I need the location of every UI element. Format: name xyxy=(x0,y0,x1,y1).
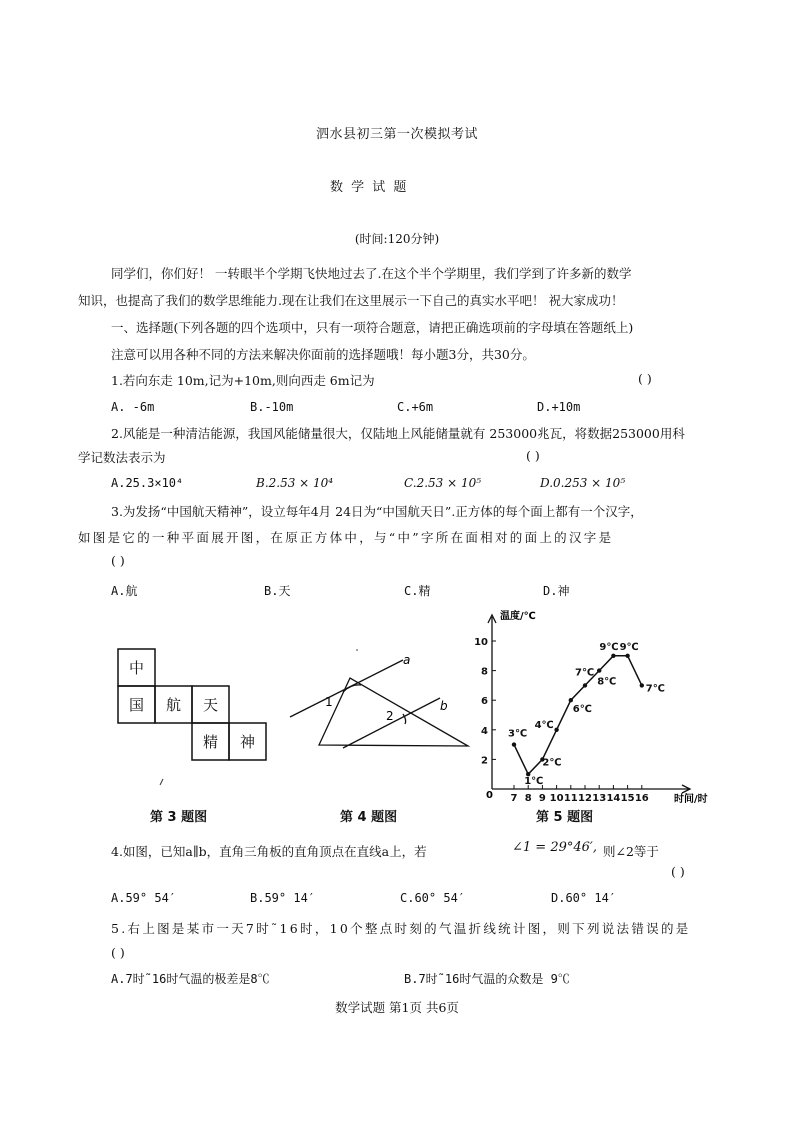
data-point xyxy=(625,654,629,658)
y-tick-label: 8 xyxy=(481,666,488,678)
q3-option-a: A.航 xyxy=(111,584,138,598)
x-tick-label: 9 xyxy=(538,793,546,804)
x-tick-label: 12 xyxy=(578,793,592,804)
q2-answer-paren: ( ) xyxy=(526,448,540,463)
data-label: 6℃ xyxy=(572,704,592,716)
data-point xyxy=(640,683,644,687)
q1-option-c: C.+6m xyxy=(397,400,434,414)
net-cell-guo: 国 xyxy=(128,696,145,714)
angle-1-label: 1 xyxy=(325,695,333,709)
y-axis-label: 温度/℃ xyxy=(500,611,536,622)
scan-dot xyxy=(356,649,358,651)
data-label: 7℃ xyxy=(575,667,595,679)
q3-line-1: 3.为发扬“中国航天精神”，设立每年4月 24日为“中国航天日”.正方体的每个面上都有一个汉字， xyxy=(111,504,643,519)
q5-option-a: A.7时˜16时气温的极差是8℃ xyxy=(111,972,270,986)
q4-option-a: A.59° 54′ xyxy=(111,891,177,905)
intro-line-2: 知识，也提高了我们的数学思维能力.现在让我们在这里展示一下自己的真实水平吧！ 祝大家成功！ xyxy=(78,293,624,308)
exam-time: (时间:120分钟) xyxy=(354,232,440,246)
label-a: a xyxy=(403,653,411,667)
q1-option-d: D.+10m xyxy=(537,400,581,414)
q1-stem: 1.若向东走 10m,记为+10m,则向西走 6m记为 xyxy=(111,373,375,388)
data-point xyxy=(512,742,516,746)
data-label: 8℃ xyxy=(597,676,617,688)
section-heading: 一、选择题(下列各题的四个选项中，只有一项符合题意，请把正确选项前的字母填在答题纸上) xyxy=(111,320,634,335)
temperature-line-chart xyxy=(474,605,710,805)
x-axis-label: 时间/时 xyxy=(674,794,708,805)
q4-option-d: D.60° 14′ xyxy=(551,891,617,905)
data-label: 1℃ xyxy=(524,776,544,788)
net-cell-zhong: 中 xyxy=(128,659,145,677)
exam-title: 泗水县初三第一次模拟考试 xyxy=(315,127,478,142)
data-point xyxy=(611,654,615,658)
x-tick-label: 15 xyxy=(620,793,635,804)
parallel-lines-figure xyxy=(285,640,475,760)
angle-2-label: 2 xyxy=(386,709,394,723)
label-b: b xyxy=(440,699,448,713)
fig5-caption: 第 5 题图 xyxy=(536,810,594,825)
data-label: 9℃ xyxy=(619,641,639,653)
q2-option-d: D.0.253 × 10⁵ xyxy=(540,476,626,490)
q4-stem: 4.如图，已知a∥b，直角三角板的直角顶点在直线a上，若 xyxy=(111,844,427,859)
x-tick-label: 8 xyxy=(524,793,532,804)
scan-mark xyxy=(160,779,163,785)
q4-stem-tail: 则∠2等于 xyxy=(603,844,659,859)
q3-option-c: C.精 xyxy=(404,584,431,598)
net-cell-shen: 神 xyxy=(239,733,256,751)
q4-option-c: C.60° 54′ xyxy=(400,891,466,905)
data-point xyxy=(583,683,587,687)
q3-answer-paren: ( ) xyxy=(111,553,125,568)
data-label: 7℃ xyxy=(645,683,665,695)
x-tick-label: 16 xyxy=(634,793,649,804)
q2-line-1: 2.风能是一种清洁能源，我国风能储量很大，仅陆地上风能储量就有 253000兆瓦，将数据253000用科 xyxy=(111,426,685,441)
data-point xyxy=(597,668,601,672)
data-label: 4℃ xyxy=(534,719,554,731)
q3-line-2: 如图是它的一种平面展开图，在原正方体中，与“中”字所在面相对的面上的汉字是 xyxy=(78,530,614,545)
intro-line-1: 同学们，你们好！ 一转眼半个学期飞快地过去了.在这个半个学期里，我们学到了许多新的数学 xyxy=(111,266,632,281)
exam-subject: 数 学 试 题 xyxy=(330,180,409,195)
q3-option-b: B.天 xyxy=(264,584,291,598)
y-tick-label: 2 xyxy=(481,755,488,767)
x-tick-label: 10 xyxy=(549,793,564,804)
x-tick-label: 11 xyxy=(563,793,578,804)
line-b xyxy=(343,698,440,748)
data-label: 2℃ xyxy=(542,757,562,769)
cube-net-figure xyxy=(110,645,270,795)
q5-answer-paren: ( ) xyxy=(111,945,125,960)
net-cell-hang: 航 xyxy=(165,696,182,714)
data-point xyxy=(554,728,558,732)
section-note: 注意可以用各种不同的方法来解决你面前的选择题哦！每小题3分，共30分。 xyxy=(111,347,535,362)
q2-option-c: C.2.53 × 10⁵ xyxy=(404,476,482,490)
q2-option-a: A.25.3×10⁴ xyxy=(111,476,184,490)
q2-line-2: 学记数法表示为 xyxy=(78,450,166,465)
q3-option-d: D.神 xyxy=(543,584,570,598)
y-tick-label: 4 xyxy=(481,725,488,737)
q5-line-1: 5.右上图是某市一天7时˜16时，10个整点时刻的气温折线统计图，则下列说法错误的是 xyxy=(111,921,691,936)
net-cell-tian: 天 xyxy=(202,696,219,714)
x-tick-label: 13 xyxy=(592,793,607,804)
q2-option-b: B.2.53 × 10⁴ xyxy=(256,476,334,490)
q5-option-b: B.7时˜16时气温的众数是 9℃ xyxy=(404,972,570,986)
data-label: 9℃ xyxy=(599,641,619,653)
origin-label: 0 xyxy=(486,790,493,801)
q4-option-b: B.59° 14′ xyxy=(250,891,316,905)
net-cell-jing: 精 xyxy=(202,733,219,751)
q4-answer-paren: ( ) xyxy=(671,864,685,879)
x-tick-label: 7 xyxy=(510,793,518,804)
y-tick-label: 6 xyxy=(481,696,488,708)
data-label: 3℃ xyxy=(508,728,528,740)
q1-option-b: B.-10m xyxy=(250,400,294,414)
x-tick-label: 14 xyxy=(606,793,621,804)
q1-answer-paren: ( ) xyxy=(638,371,652,386)
q1-option-a: A. -6m xyxy=(111,400,155,414)
data-point xyxy=(569,698,573,702)
q4-formula: ∠1 = 29°46′, xyxy=(512,840,597,855)
page-footer: 数学试题 第1页 共6页 xyxy=(335,1000,459,1015)
fig4-caption: 第 4 题图 xyxy=(340,810,398,825)
y-tick-label: 10 xyxy=(474,637,488,648)
fig3-caption: 第 3 题图 xyxy=(150,810,208,825)
